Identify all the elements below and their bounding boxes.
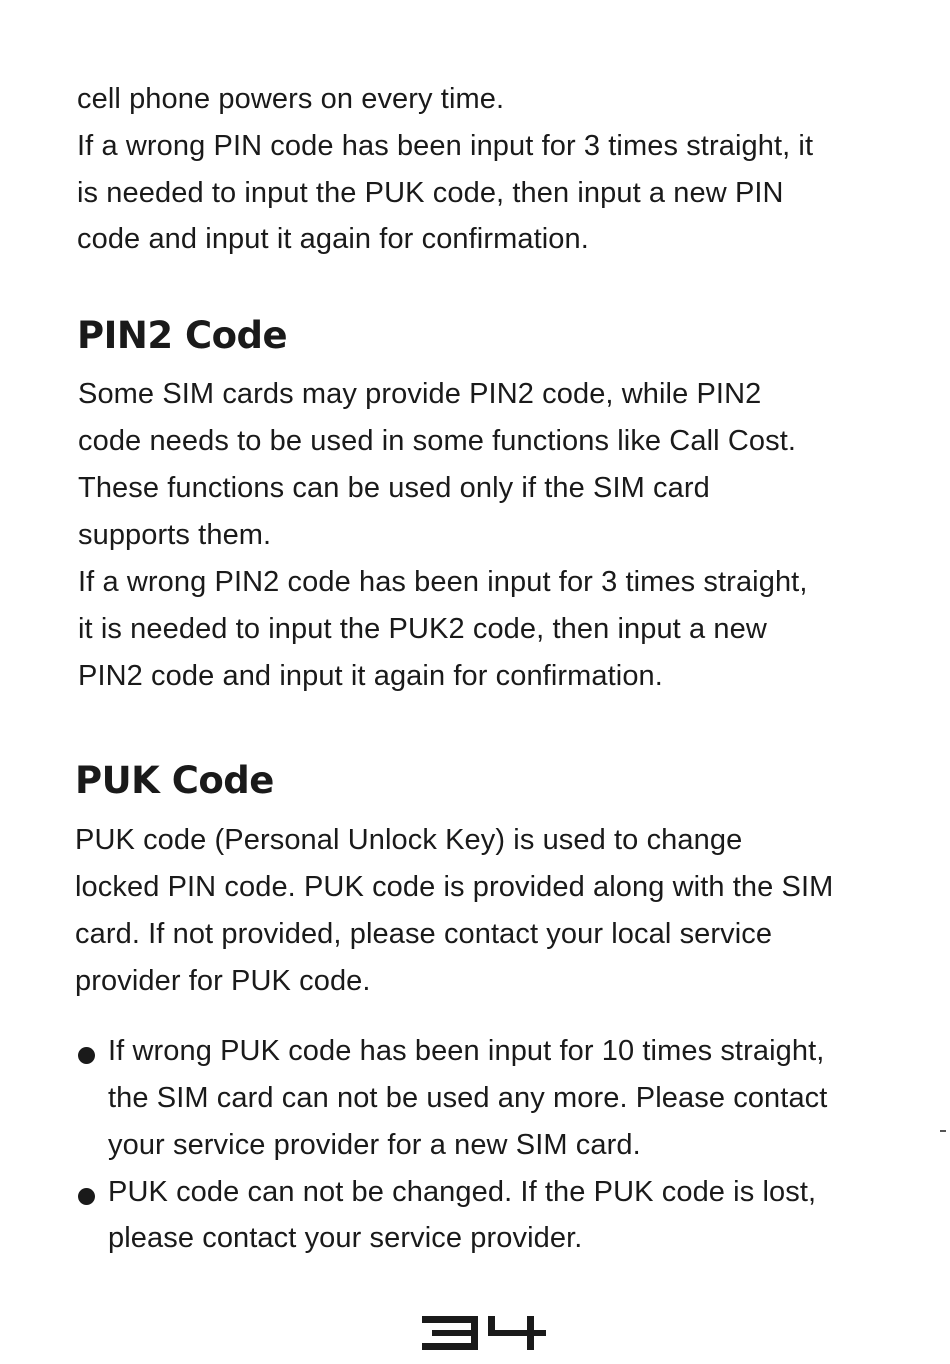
pin2-line: These functions can be used only if the SIM card — [78, 472, 710, 504]
page-number-text — [422, 1314, 423, 1315]
pin2-line: PIN2 code and input it again for confirmation. — [78, 660, 663, 692]
puk-line: provider for PUK code. — [75, 965, 371, 997]
page-number-digits-icon — [422, 1314, 546, 1352]
intro-line: If a wrong PIN code has been input for 3 times straight, it — [77, 130, 814, 162]
bullet-dot-icon — [78, 1188, 95, 1205]
pin2-line: code needs to be used in some functions like Call Cost. — [78, 425, 797, 457]
page-number — [422, 1314, 546, 1352]
scan-edge-mark — [940, 1130, 946, 1132]
puk-line: locked PIN code. PUK code is provided along with the SIM — [75, 871, 834, 903]
puk-heading: PUK Code — [75, 759, 274, 802]
pin2-heading: PIN2 Code — [77, 314, 288, 357]
intro-line: code and input it again for confirmation. — [77, 223, 589, 255]
pin2-line: it is needed to input the PUK2 code, then input a new — [78, 613, 767, 645]
bullet-line: PUK code can not be changed. If the PUK code is lost, — [108, 1176, 817, 1208]
pin2-line: Some SIM cards may provide PIN2 code, while PIN2 — [78, 378, 762, 410]
puk-line: PUK code (Personal Unlock Key) is used to change — [75, 824, 743, 856]
bullet-dot-icon — [78, 1047, 95, 1064]
bullet-line: your service provider for a new SIM card. — [108, 1129, 641, 1161]
intro-line: is needed to input the PUK code, then input a new PIN — [77, 177, 784, 209]
bullet-line: If wrong PUK code has been input for 10 times straight, — [108, 1035, 825, 1067]
puk-line: card. If not provided, please contact your local service — [75, 918, 773, 950]
bullet-line: the SIM card can not be used any more. Please contact — [108, 1082, 828, 1114]
pin2-line: supports them. — [78, 519, 272, 551]
intro-line: cell phone powers on every time. — [77, 83, 505, 115]
pin2-line: If a wrong PIN2 code has been input for 3 times straight, — [78, 566, 808, 598]
bullet-line: please contact your service provider. — [108, 1222, 583, 1254]
